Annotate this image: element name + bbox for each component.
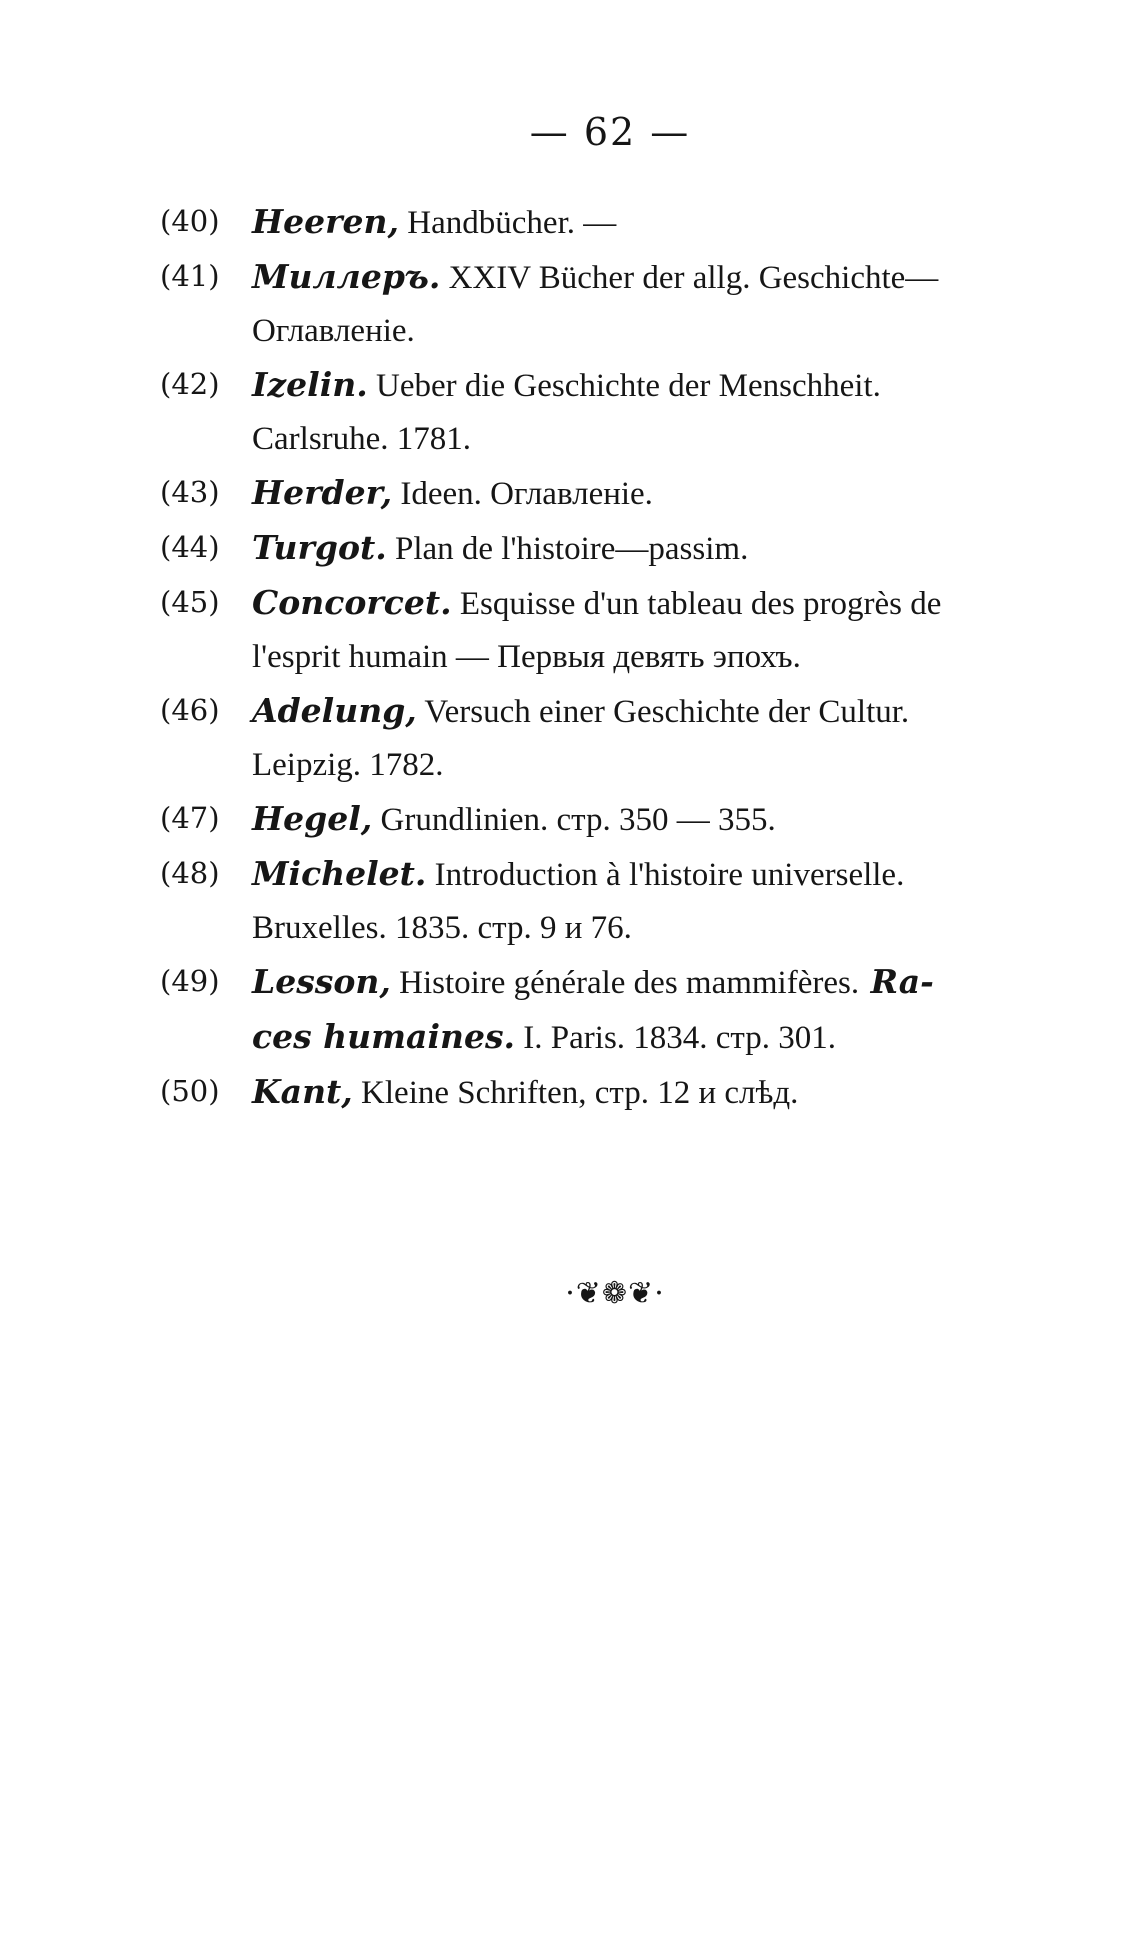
note-number: (50) [160, 1074, 220, 1108]
note-author: Lesson, [252, 962, 391, 1001]
notes-list [160, 195, 1080, 1120]
note-number: (45) [160, 585, 220, 619]
note-author: Concorcet. [252, 583, 452, 622]
note-40 [160, 195, 1080, 250]
note-continuation: Bruxelles. 1835. стр. 9 и 76. [252, 910, 632, 946]
note-42 [160, 358, 1080, 466]
note-author: Herder, [252, 473, 393, 512]
note-number: (49) [160, 964, 220, 998]
note-continuation [252, 1010, 1080, 1065]
note-author: Миллеръ. [252, 257, 441, 296]
page-number: — 62 — [529, 110, 691, 154]
note-author: Turgot. [252, 528, 387, 567]
note-number: (48) [160, 856, 220, 890]
note-text: Handbücher. — [399, 205, 617, 241]
note-43 [160, 466, 1080, 521]
note-50 [160, 1065, 1080, 1120]
note-text-italic-tail: Ra- [859, 962, 934, 1001]
note-text: Versuch einer Geschichte der Cultur. [416, 694, 910, 730]
note-continuation: l'esprit humain — Первыя девять эпохъ. [252, 639, 801, 675]
note-author: Kant, [252, 1072, 353, 1111]
note-author: Hegel, [252, 799, 373, 838]
note-text: Histoire générale des mammifères. [390, 965, 860, 1001]
note-text: XXIV Bücher der allg. Geschichte— [440, 260, 939, 296]
note-number: (47) [160, 801, 220, 835]
note-author: Michelet. [252, 854, 427, 893]
note-author: Izelin. [252, 365, 368, 404]
note-continuation: Leipzig. 1782. [252, 747, 444, 783]
note-number: (43) [160, 475, 220, 509]
note-number: (44) [160, 530, 220, 564]
ornament-icon: ·❦❁❦· [565, 1276, 665, 1311]
note-47 [160, 792, 1080, 847]
note-text: Grundlinien. стр. 350 — 355. [372, 802, 776, 838]
note-text: Ueber die Geschichte der Menschheit. [367, 368, 881, 404]
note-number: (46) [160, 693, 220, 727]
note-text: Esquisse d'un tableau des progrès de [451, 586, 942, 622]
note-text: Ideen. Оглавленіе. [392, 476, 653, 512]
note-text: Introduction à l'histoire universelle. [426, 857, 905, 893]
note-41 [160, 250, 1080, 358]
note-text: Kleine Schriften, стр. 12 и слѣд. [352, 1075, 799, 1111]
note-text: Plan de l'histoire—passim. [386, 531, 749, 567]
note-48 [160, 847, 1080, 955]
note-author: Adelung, [252, 691, 417, 730]
note-continuation-italic: ces humaines. [252, 1017, 516, 1056]
note-continuation: Carlsruhe. 1781. [252, 421, 472, 457]
note-49 [160, 955, 1080, 1065]
note-number: (40) [160, 204, 220, 238]
note-number: (41) [160, 259, 220, 293]
note-45 [160, 576, 1080, 684]
note-44 [160, 521, 1080, 576]
note-46 [160, 684, 1080, 792]
note-number: (42) [160, 367, 220, 401]
note-author: Heeren, [252, 202, 400, 241]
note-continuation: Оглавленіе. [252, 313, 415, 349]
note-continuation-text: I. Paris. 1834. стр. 301. [515, 1020, 837, 1056]
